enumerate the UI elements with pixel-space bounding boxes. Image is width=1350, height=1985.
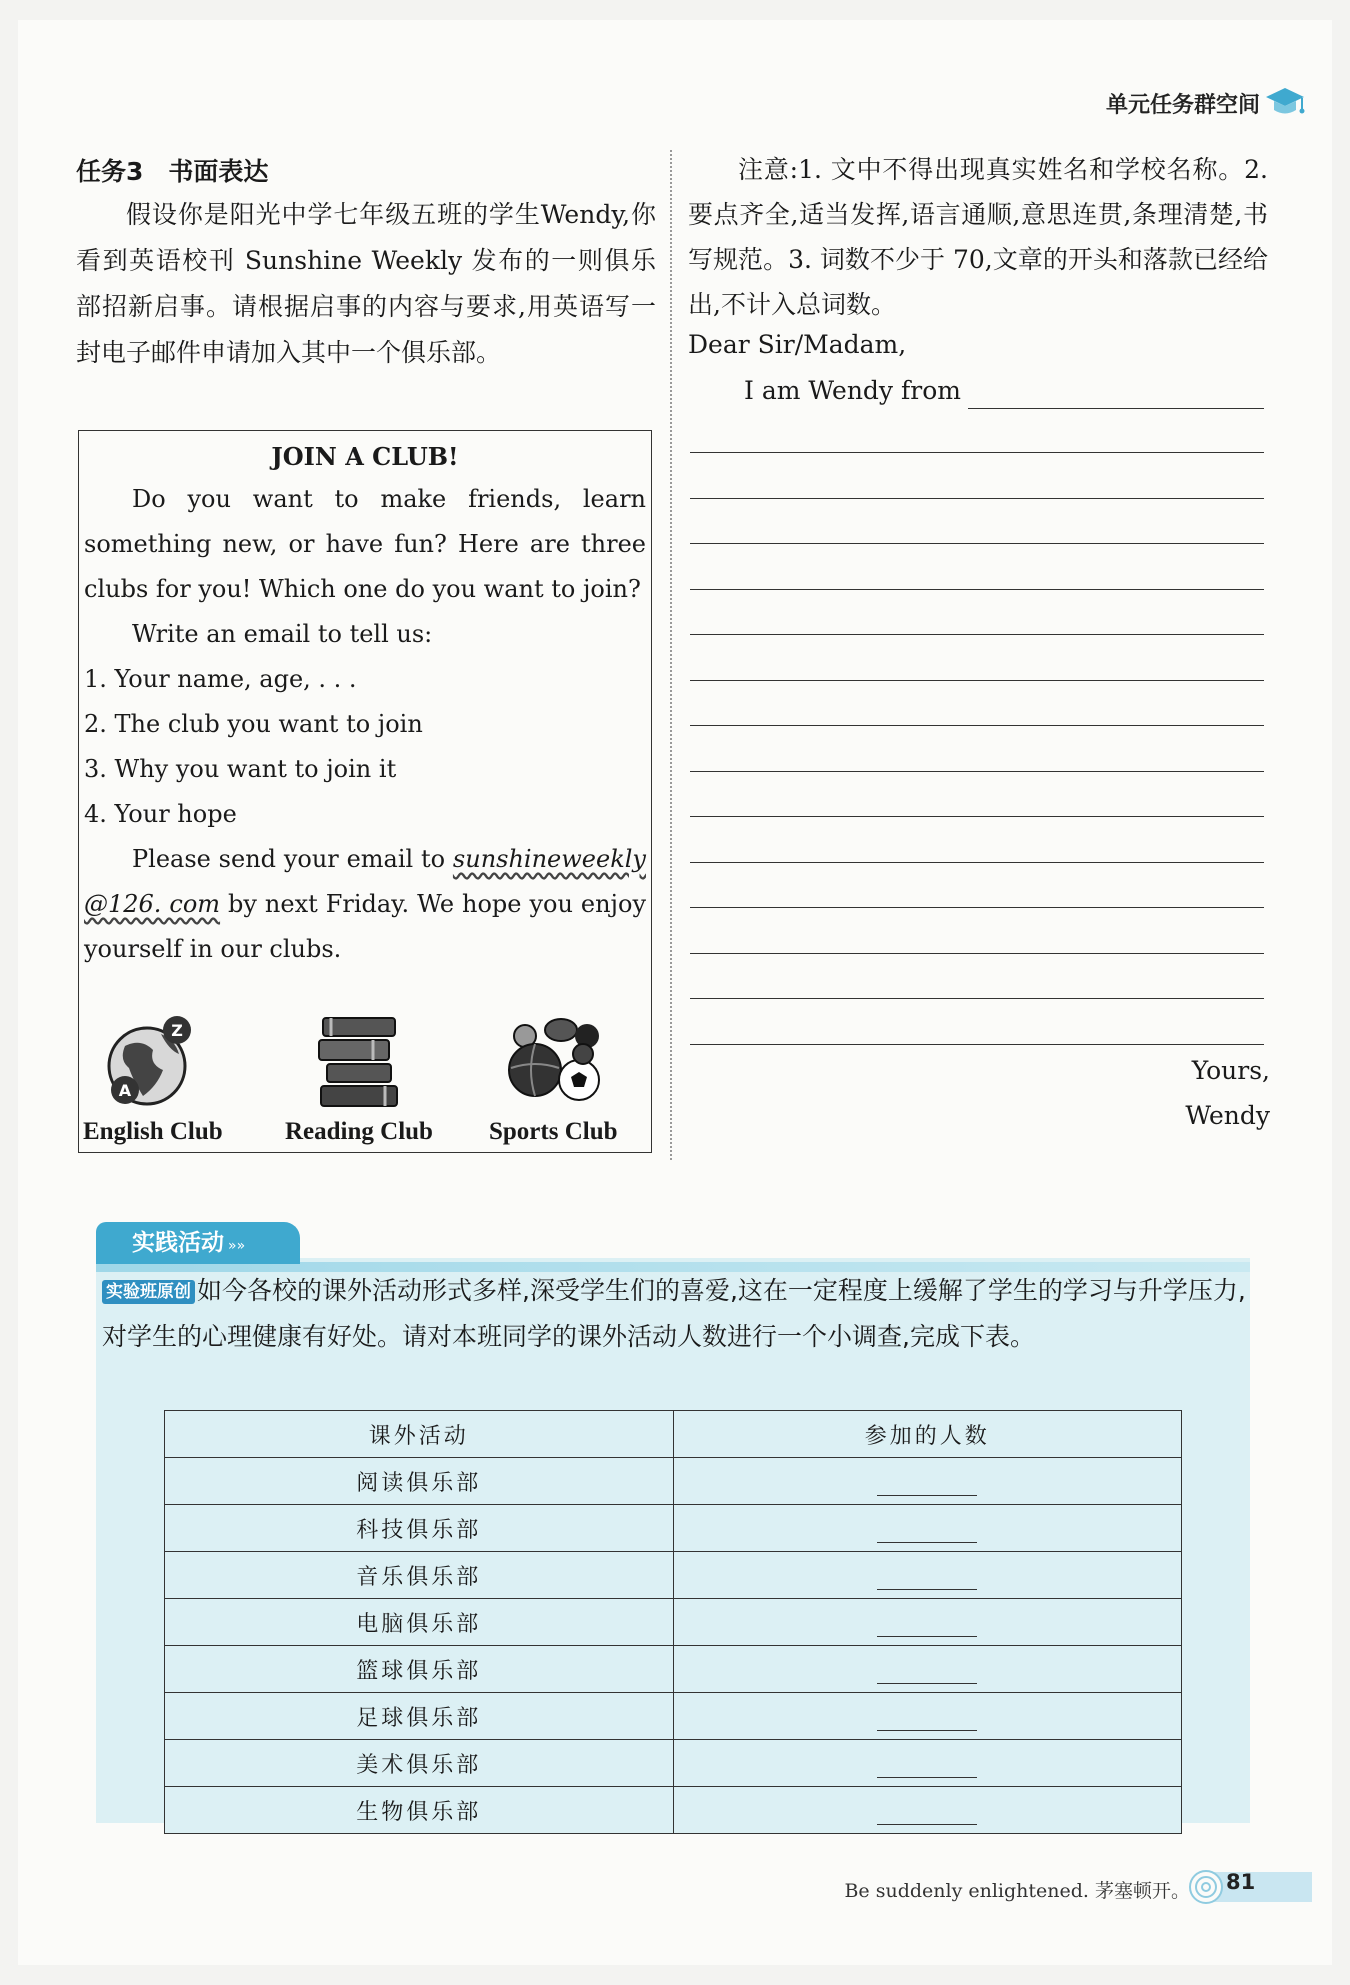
writing-line[interactable] bbox=[690, 543, 1264, 544]
writing-notes-text: 注意:1. 文中不得出现真实姓名和学校名称。2. 要点齐全,适当发挥,语言通顺,意思连贯,条理清楚,书写规范。3. 词数不少于 70,文章的开头和落款已经给出,不计入总词数。 bbox=[688, 155, 1268, 319]
table-row bbox=[165, 1505, 1182, 1552]
club-english bbox=[83, 1010, 223, 1146]
count-cell[interactable] bbox=[673, 1458, 1182, 1505]
sports-balls-icon bbox=[503, 1010, 603, 1110]
svg-text:Z: Z bbox=[171, 1021, 183, 1040]
notice-paragraph-1: Do you want to make friends, learn something new, or have fun? Here are three clubs for you! Which one do you want to join? bbox=[84, 485, 646, 603]
fill-in-blank[interactable] bbox=[877, 1561, 977, 1590]
writing-line[interactable] bbox=[690, 498, 1264, 499]
fill-in-blank[interactable] bbox=[877, 1655, 977, 1684]
writing-line[interactable] bbox=[690, 771, 1264, 772]
notice-paragraph-3-end: by next Friday. We hope you enjoy yourself in our clubs. bbox=[84, 890, 646, 963]
table-row bbox=[165, 1740, 1182, 1787]
table-row bbox=[165, 1787, 1182, 1834]
writing-line[interactable] bbox=[690, 452, 1264, 453]
club-label-reading: Reading Club bbox=[285, 1118, 433, 1145]
clubs-row bbox=[79, 972, 651, 1152]
club-label-english: English Club bbox=[83, 1118, 223, 1145]
notice-paragraph-3 bbox=[84, 837, 646, 972]
task-intro-text: 假设你是阳光中学七年级五班的学生Wendy,你看到英语校刊 Sunshine Weekly 发布的一则俱乐部招新启事。请根据启事的内容与要求,用英语写一封电子邮件申请加入其中一个俱乐部。 bbox=[76, 200, 656, 367]
page-number: 81 bbox=[1226, 1870, 1256, 1894]
writing-line[interactable] bbox=[690, 998, 1264, 999]
writing-line[interactable] bbox=[690, 634, 1264, 635]
activity-name: 音乐俱乐部 bbox=[165, 1552, 674, 1599]
section-header: 单元任务群空间 bbox=[1105, 93, 1260, 118]
list-item: 4. Your hope bbox=[84, 800, 237, 828]
practice-text: 如今各校的课外活动形式多样,深受学生们的喜爱,这在一定程度上缓解了学生的学习与升学压力,对学生的心理健康有好处。请对本班同学的课外活动人数进行一个小调查,完成下表。 bbox=[102, 1276, 1246, 1351]
fill-in-blank[interactable] bbox=[877, 1749, 977, 1778]
practice-tab-label: 实践活动 bbox=[132, 1230, 224, 1256]
letter-signature: Wendy bbox=[1185, 1101, 1270, 1130]
notice-paragraph-2: Write an email to tell us: bbox=[132, 620, 433, 648]
list-item: 2. The club you want to join bbox=[84, 710, 423, 738]
table-row bbox=[165, 1552, 1182, 1599]
letter-salutation: Dear Sir/Madam, bbox=[688, 330, 907, 359]
writing-line[interactable] bbox=[690, 589, 1264, 590]
notice-title: JOIN A CLUB! bbox=[271, 442, 459, 471]
practice-instructions bbox=[102, 1268, 1252, 1360]
writing-notes bbox=[688, 147, 1268, 327]
letter-closing: Yours, bbox=[1191, 1056, 1270, 1085]
activity-name: 生物俱乐部 bbox=[165, 1787, 674, 1834]
activity-name: 科技俱乐部 bbox=[165, 1505, 674, 1552]
club-sports bbox=[489, 1010, 618, 1146]
graduation-cap-icon bbox=[1264, 84, 1306, 120]
task-title: 任务3 书面表达 bbox=[76, 157, 269, 186]
count-cell[interactable] bbox=[673, 1787, 1182, 1834]
notice-requirements-list bbox=[84, 657, 646, 837]
count-cell[interactable] bbox=[673, 1740, 1182, 1787]
activity-name: 美术俱乐部 bbox=[165, 1740, 674, 1787]
table-row bbox=[165, 1646, 1182, 1693]
fill-in-blank[interactable] bbox=[877, 1608, 977, 1637]
writing-line[interactable] bbox=[690, 862, 1264, 863]
writing-line[interactable] bbox=[690, 907, 1264, 908]
practice-paragraph bbox=[102, 1268, 1252, 1360]
list-item: 3. Why you want to join it bbox=[84, 755, 397, 783]
original-tag: 实验班原创 bbox=[102, 1280, 195, 1304]
writing-line[interactable] bbox=[968, 408, 1264, 409]
letter-opening: I am Wendy from bbox=[744, 376, 961, 405]
table-header-row bbox=[165, 1411, 1182, 1458]
count-cell[interactable] bbox=[673, 1693, 1182, 1740]
activity-name: 阅读俱乐部 bbox=[165, 1458, 674, 1505]
club-reading bbox=[285, 1010, 433, 1146]
activity-name: 足球俱乐部 bbox=[165, 1693, 674, 1740]
task-intro bbox=[76, 192, 656, 376]
column-header-activity: 课外活动 bbox=[165, 1411, 674, 1458]
column-header-count: 参加的人数 bbox=[673, 1411, 1182, 1458]
writing-line[interactable] bbox=[690, 725, 1264, 726]
fill-in-blank[interactable] bbox=[877, 1796, 977, 1825]
writing-line[interactable] bbox=[690, 680, 1264, 681]
fill-in-blank[interactable] bbox=[877, 1467, 977, 1496]
table-row bbox=[165, 1458, 1182, 1505]
activity-name: 篮球俱乐部 bbox=[165, 1646, 674, 1693]
activity-survey-table bbox=[164, 1410, 1182, 1834]
club-notice bbox=[78, 430, 652, 1153]
count-cell[interactable] bbox=[673, 1552, 1182, 1599]
writing-line[interactable] bbox=[690, 953, 1264, 954]
activity-name: 电脑俱乐部 bbox=[165, 1599, 674, 1646]
books-icon bbox=[309, 1010, 409, 1110]
fill-in-blank[interactable] bbox=[877, 1702, 977, 1731]
writing-line[interactable] bbox=[690, 1044, 1264, 1045]
writing-line[interactable] bbox=[690, 816, 1264, 817]
chevrons-icon: »» bbox=[228, 1238, 246, 1254]
club-label-sports: Sports Club bbox=[489, 1118, 618, 1145]
footer-motto: Be suddenly enlightened. 茅塞顿开。 bbox=[844, 1880, 1190, 1902]
count-cell[interactable] bbox=[673, 1505, 1182, 1552]
table-row bbox=[165, 1599, 1182, 1646]
list-item: 1. Your name, age, . . . bbox=[84, 665, 357, 693]
table-row bbox=[165, 1693, 1182, 1740]
notice-body bbox=[79, 477, 651, 972]
count-cell[interactable] bbox=[673, 1646, 1182, 1693]
fill-in-blank[interactable] bbox=[877, 1514, 977, 1543]
email-address: sunshineweekly @126. com bbox=[84, 845, 646, 918]
svg-text:A: A bbox=[118, 1081, 132, 1100]
globe-icon bbox=[103, 1010, 203, 1110]
count-cell[interactable] bbox=[673, 1599, 1182, 1646]
notice-paragraph-3-start: Please send your email to bbox=[132, 845, 453, 873]
practice-tab bbox=[96, 1222, 300, 1264]
column-divider bbox=[670, 150, 672, 1160]
